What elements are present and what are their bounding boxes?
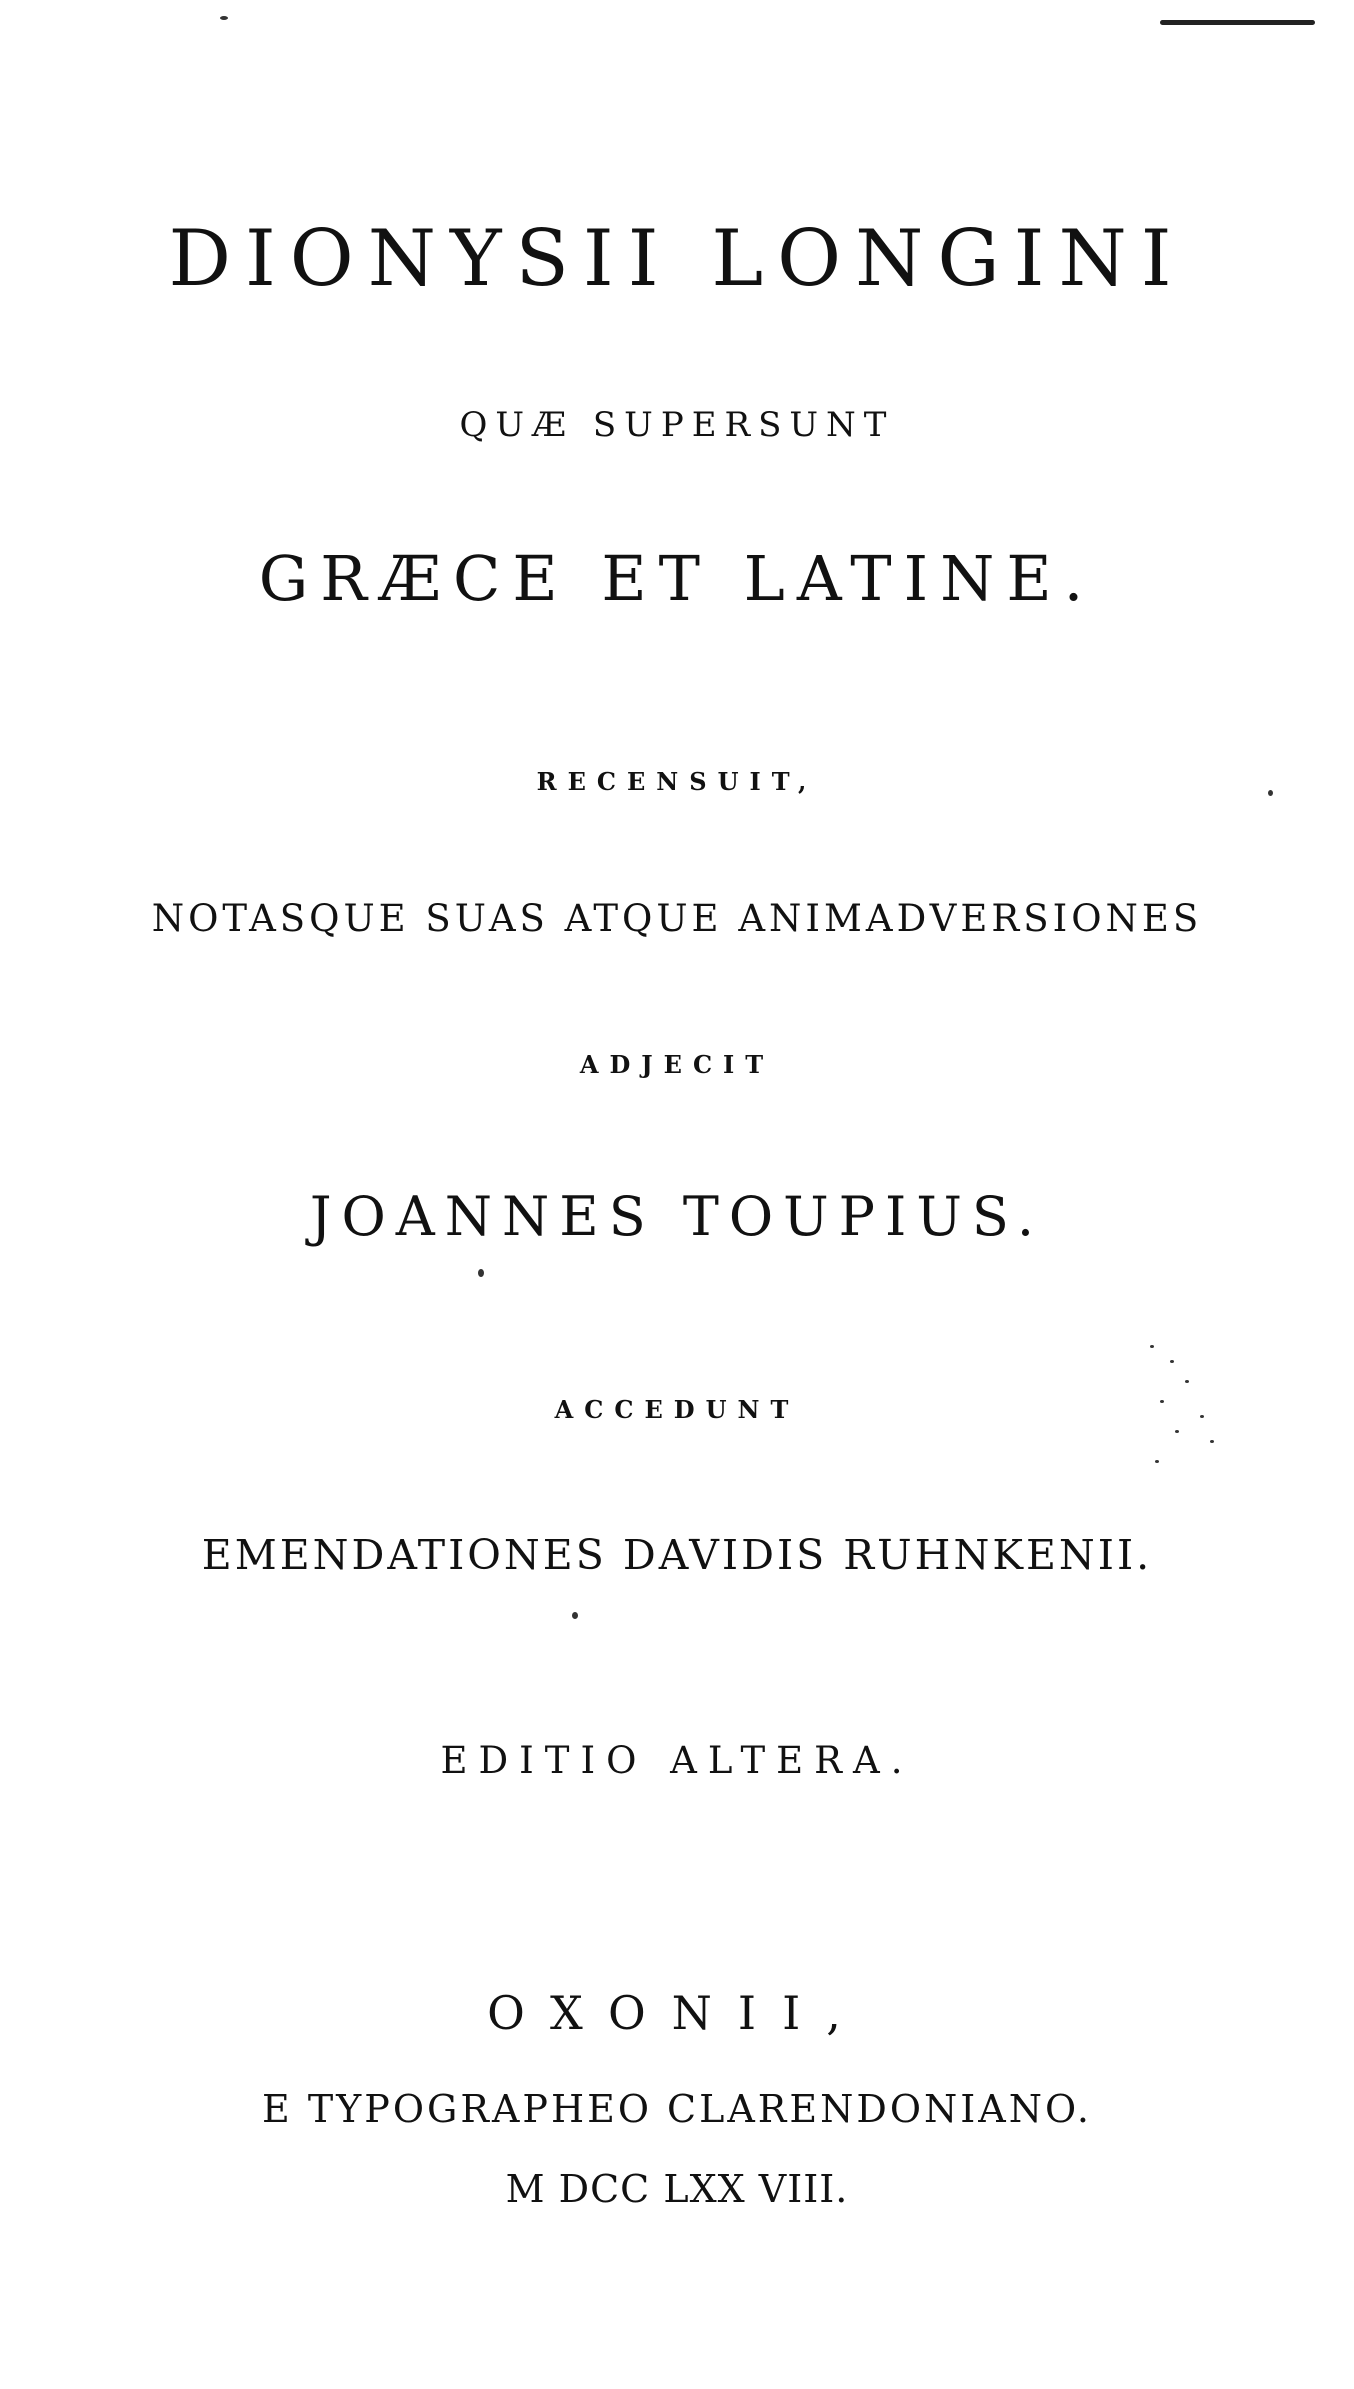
scan-speck (1185, 1380, 1189, 1383)
scan-speck (478, 1269, 484, 1277)
subtitle-line-2: GRÆCE ET LATINE. (258, 542, 1096, 615)
scan-artifact-bar (1160, 20, 1315, 25)
subtitle-line-1: QUÆ SUPERSUNT (459, 405, 895, 445)
scan-speck (1200, 1415, 1204, 1418)
scan-speck (1268, 790, 1273, 796)
adjecit-line: ADJECIT (579, 1050, 775, 1079)
scan-speck (220, 16, 228, 20)
imprint-year: M DCC LXX VIII. (505, 2167, 849, 2211)
scan-speck (1175, 1430, 1179, 1433)
editor-name: JOANNES TOUPIUS. (309, 1185, 1045, 1248)
imprint-place: OXONII, (487, 1986, 867, 2040)
emendationes-line: EMENDATIONES DAVIDIS RUHNKENII. (201, 1531, 1153, 1579)
scan-speck (1210, 1440, 1214, 1443)
scan-speck (1150, 1345, 1154, 1348)
notasque-line: NOTASQUE SUAS ATQUE ANIMADVERSIONES (151, 897, 1203, 940)
scan-speck (1170, 1360, 1174, 1363)
accedunt-line: ACCEDUNT (554, 1395, 800, 1424)
scan-speck (572, 1612, 578, 1619)
imprint-printer: E TYPOGRAPHEO CLARENDONIANO. (262, 2087, 1092, 2131)
edition-line: EDITIO ALTERA. (440, 1739, 914, 1782)
recensuit-line: RECENSUIT, (536, 767, 818, 796)
book-title: DIONYSII LONGINI (168, 214, 1186, 304)
scan-speck (1160, 1400, 1164, 1403)
scan-speck (1155, 1460, 1159, 1463)
